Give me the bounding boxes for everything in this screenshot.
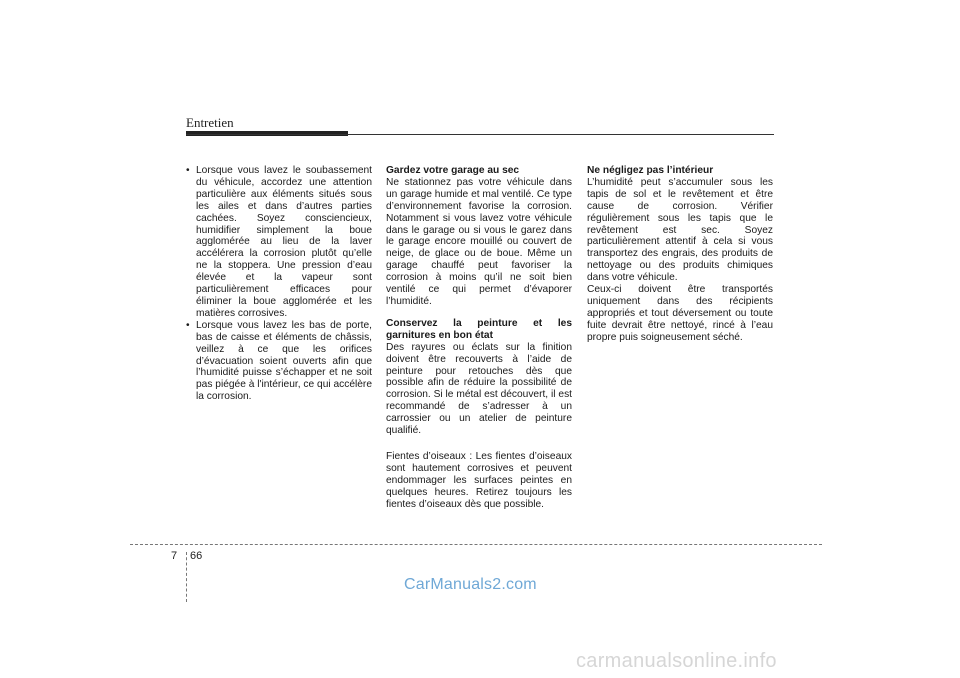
section-title: Entretien [186, 115, 234, 130]
bullet-item: • Lorsque vous lavez les bas de porte, bas de caisse et éléments de châssis, veillez à ce que les orifices d’évacuation soient ouverts afin que l’humidité puisse s’échapper et ne soit pas piégée à l'intérieur, ce qui accélère la corrosion. [186, 320, 372, 403]
heading-garage: Gardez votre garage au sec [386, 165, 520, 176]
footer-vertical-rule [186, 552, 187, 602]
column-middle [386, 165, 572, 510]
bullet-item: • Lorsque vous lavez le soubassement du véhicule, accordez une attention particulière aux éléments situés sous les ailes et dans d’autres parties cachées. Soyez consciencieux, humidifier simplement la boue agglomérée au lieu de la laver accélérera la corrosion plutôt qu’elle ne la stoppera. Une pression d’eau élevée et la vapeur sont particulièrement efficaces pour éliminer la boue agglomérée et les matières corrosives. [186, 165, 372, 320]
paragraph-paint: Des rayures ou éclats sur la finition doivent être recouverts à l’aide de peinture pour retouches dès que possible afin de réduire la possibilité de corrosion. Si le métal est découvert, il est recommandé de s’adresser à un carrossier ou un atelier de peinture qualifié. [386, 341, 572, 437]
heading-interior: Ne négligez pas l’intérieur [587, 165, 714, 176]
paragraph-bird-droppings: Fientes d’oiseaux : Les fientes d’oiseaux sont hautement corrosives et peuvent endommager les surfaces peintes en quelques heures. Retirez toujours les fientes d’oiseaux dès que possible. [386, 450, 572, 510]
chapter-number: 7 [171, 550, 178, 562]
paragraph-interior: L’humidité peut s’accumuler sous les tapis de sol et le revêtement et être cause de corrosion. Vérifier régulièrement sous les tapis que le revêtement est sec. Soyez particulièrement attentif à cela si vous transportez des engrais, des produits de nettoyage ou des produits chimiques dans votre véhicule. [587, 176, 773, 284]
watermark-carmanuals2: CarManuals2.com [404, 576, 537, 593]
heading-paint: Conservez la peinture et les garnitures en bon état [386, 317, 572, 341]
watermark-carmanualsonline: carmanualsonline.info [576, 650, 777, 672]
header-rule [186, 134, 774, 135]
column-left [186, 165, 372, 403]
paragraph-transport: Ceux-ci doivent être transportés uniquement dans des récipients appropriés et tout déversement ou toute fuite devrait être nettoyé, rincé à l’eau propre puis soigneusement séché. [587, 284, 773, 343]
paragraph-garage: Ne stationnez pas votre véhicule dans un garage humide et mal ventilé. Ce type d’environnement favorise la corrosion. Notamment si vous lavez votre véhicule dans le garage ou si vous le garez dans le garage encore mouillé ou couvert de neige, de glace ou de boue. Même un garage chauffé peut favoriser la corrosion à moins qu’il ne soit bien ventilé ce qui permet d’évaporer l’humidité. [386, 176, 572, 307]
page-number: 66 [190, 550, 203, 562]
column-right [587, 165, 773, 344]
footer-rule [130, 544, 822, 545]
